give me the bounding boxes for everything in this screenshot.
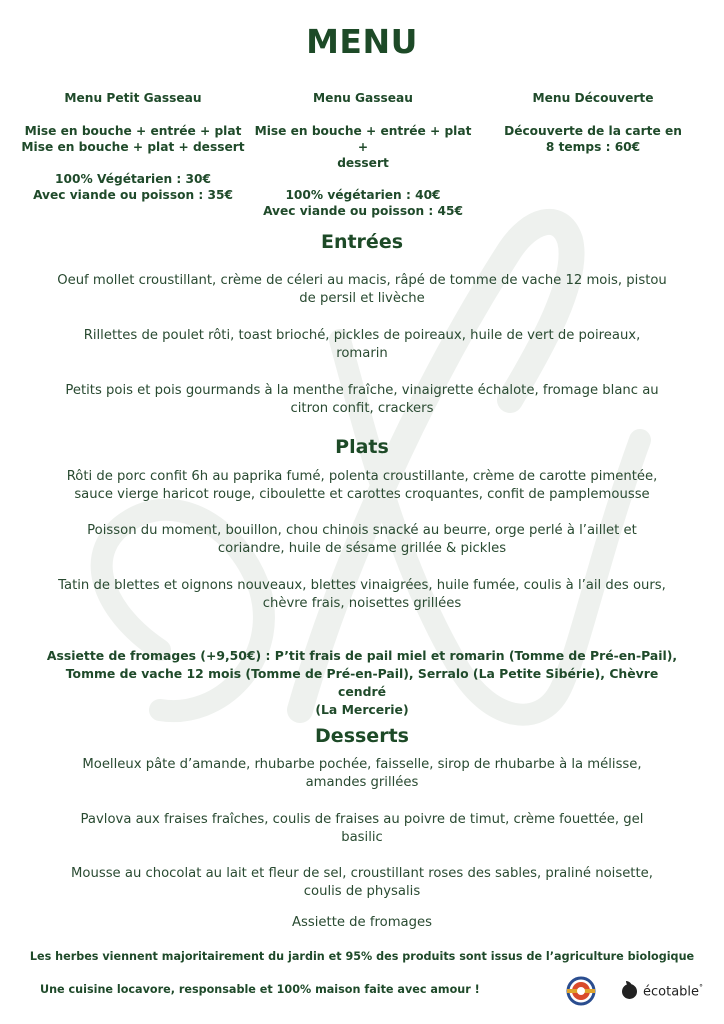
dish-item — [36, 382, 688, 418]
footer-tagline: Une cuisine locavore, responsable et 100% maison faite avec amour ! — [40, 983, 480, 996]
dish-line: Pavlova aux fraises fraîches, coulis de fraises au poivre de timut, crème fouettée, gel — [80, 812, 644, 827]
dish-line: coriandre, huile de sésame grillée & pickles — [217, 541, 507, 556]
section-title-entrees: Entrées — [320, 231, 404, 253]
formula-price-line: 100% végétarien : 40€ — [285, 188, 441, 202]
dish-item — [36, 327, 688, 363]
dish-line: Assiette de fromages — [292, 915, 432, 930]
formula-desc-line: Mise en bouche + entrée + plat — [24, 124, 242, 138]
cheese-line: Tomme de vache 12 mois (Tomme de Pré-en-Pail), Serralo (La Petite Sibérie), Chèvre cendré — [65, 666, 659, 699]
dish-line: Tatin de blettes et oignons nouveaux, blettes vinaigrées, huile fumée, coulis à l’ail des ours, — [58, 578, 666, 593]
restaurant-badge-icon — [563, 976, 599, 1006]
dish-line: de persil et livèche — [299, 291, 425, 306]
dish-item — [36, 811, 688, 847]
formula-name: Menu Petit Gasseau — [64, 91, 202, 105]
dish-item — [36, 577, 688, 613]
formula-price-line: Avec viande ou poisson : 45€ — [263, 204, 463, 218]
dish-line: amandes grillées — [305, 775, 419, 790]
dish-line: coulis de physalis — [303, 884, 421, 899]
formula-price-line: 100% Végétarien : 30€ — [55, 172, 211, 186]
page-title: MENU — [306, 22, 418, 61]
dish-item — [36, 756, 688, 792]
formula-prices — [18, 171, 248, 203]
dish-item — [36, 468, 688, 504]
formula-desc-line: 8 temps : 60€ — [545, 140, 641, 154]
formula-gasseau — [248, 90, 478, 219]
formula-description — [248, 123, 478, 171]
dish-line: Mousse au chocolat au lait et fleur de sel, croustillant roses des sables, praliné noisette, — [71, 866, 653, 881]
cheese-line: Assiette de fromages (+9,50€) : P’tit frais de pail miel et romarin (Tomme de Pré-en-Pail), — [46, 648, 678, 663]
dish-line: basilic — [341, 830, 383, 845]
formula-price-line: Avec viande ou poisson : 35€ — [33, 188, 233, 202]
dish-item — [36, 865, 688, 901]
dish-line: Oeuf mollet croustillant, crème de céleri au macis, râpé de tomme de vache 12 mois, pistou — [57, 273, 667, 288]
formula-options — [18, 90, 708, 219]
formula-desc-line: Mise en bouche + entrée + plat + — [254, 124, 472, 154]
dish-item — [36, 272, 688, 308]
cheese-plate — [40, 647, 684, 719]
formula-decouverte — [478, 90, 708, 219]
formula-name: Menu Gasseau — [313, 91, 413, 105]
ecotable-label: écotable° — [643, 983, 704, 1000]
formula-prices — [248, 187, 478, 219]
ecotable-logo-icon — [622, 984, 637, 999]
dish-line: sauce vierge haricot rouge, ciboulette et carottes croquantes, confit de pamplemousse — [74, 487, 650, 502]
formula-desc-line: Mise en bouche + plat + dessert — [21, 140, 245, 154]
footer-sourcing-note: Les herbes viennent majoritairement du jardin et 95% des produits sont issus de l’agriculture biologique — [29, 950, 695, 963]
formula-desc-line: dessert — [337, 156, 389, 170]
formula-desc-line: Découverte de la carte en — [504, 124, 682, 138]
dish-line: Rôti de porc confit 6h au paprika fumé, polenta croustillante, crème de carotte pimentée, — [66, 469, 658, 484]
section-title-desserts: Desserts — [315, 725, 409, 747]
formula-name: Menu Découverte — [532, 91, 654, 105]
dish-line: Moelleux pâte d’amande, rhubarbe pochée, faisselle, sirop de rhubarbe à la mélisse, — [82, 757, 642, 772]
formula-description — [478, 123, 708, 155]
dish-line: romarin — [336, 346, 388, 361]
formula-petit-gasseau — [18, 90, 248, 219]
cheese-line: (La Mercerie) — [315, 702, 409, 717]
dish-line: citron confit, crackers — [290, 401, 434, 416]
dish-line: Petits pois et pois gourmands à la menthe fraîche, vinaigrette échalote, fromage blanc au — [65, 383, 659, 398]
section-title-plats: Plats — [335, 436, 389, 458]
dish-item — [36, 914, 688, 932]
formula-description — [18, 123, 248, 155]
dish-item — [36, 522, 688, 558]
ecotable-logo — [622, 983, 703, 999]
dish-line: Rillettes de poulet rôti, toast brioché, pickles de poireaux, huile de vert de poireaux, — [83, 328, 641, 343]
dish-line: Poisson du moment, bouillon, chou chinois snacké au beurre, orge perlé à l’aillet et — [87, 523, 637, 538]
dish-line: chèvre frais, noisettes grillées — [262, 596, 462, 611]
